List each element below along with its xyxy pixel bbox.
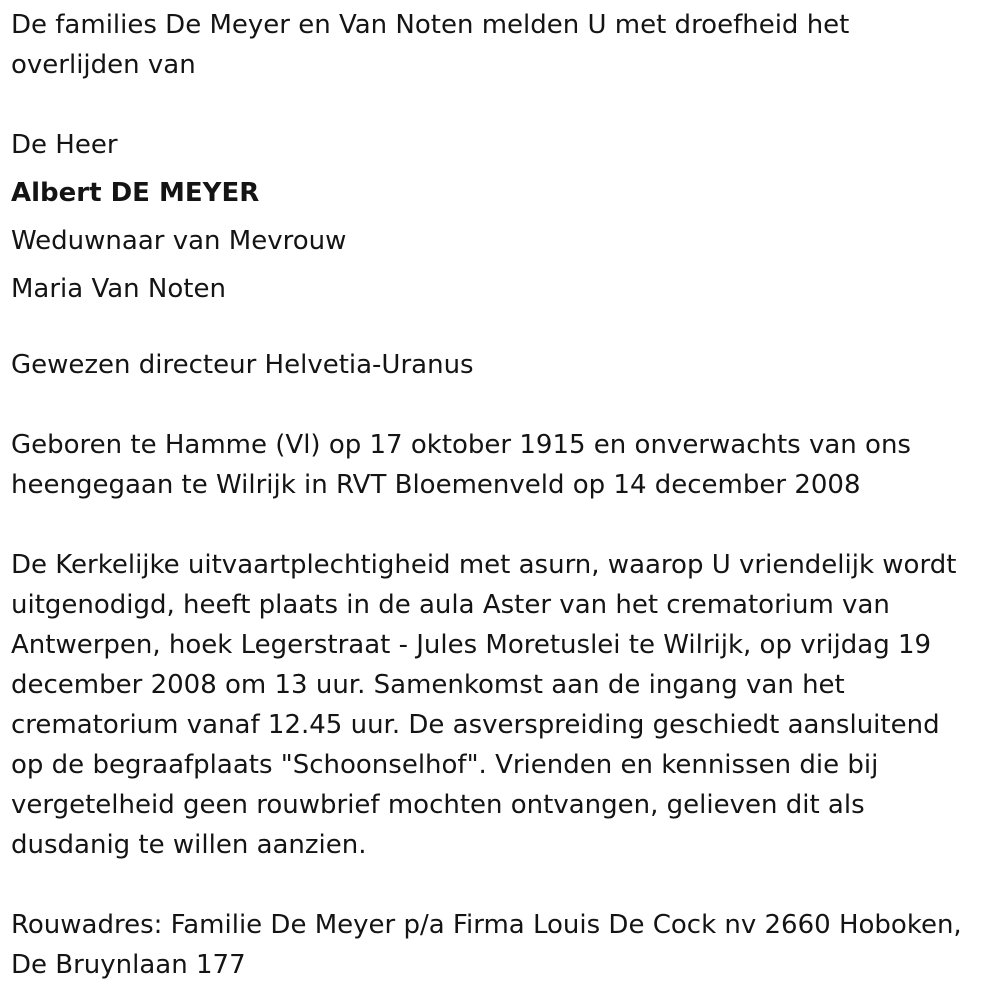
address-line-2: De Bruynlaan 177 bbox=[11, 950, 246, 980]
ceremony-line: Antwerpen, hoek Legerstraat - Jules Moretuslei te Wilrijk, op vrijdag 19 bbox=[11, 630, 932, 660]
ceremony-line: crematorium vanaf 12.45 uur. De asverspreiding geschiedt aansluitend bbox=[11, 710, 940, 740]
dates-paragraph bbox=[11, 425, 991, 505]
deceased-name: Albert DE MEYER bbox=[11, 178, 260, 208]
intro-line-1: De families De Meyer en Van Noten melden U met droefheid het bbox=[11, 10, 850, 40]
ceremony-line: De Kerkelijke uitvaartplechtigheid met asurn, waarop U vriendelijk wordt bbox=[11, 550, 957, 580]
ceremony-line: op de begraafplaats "Schoonselhof". Vrienden en kennissen die bij bbox=[11, 750, 879, 780]
intro-paragraph bbox=[11, 5, 991, 85]
dates-line-1: Geboren te Hamme (Vl) op 17 oktober 1915 en onverwachts van ons bbox=[11, 430, 911, 460]
profession-line: Gewezen directeur Helvetia-Uranus bbox=[11, 350, 474, 380]
ceremony-line: december 2008 om 13 uur. Samenkomst aan de ingang van het bbox=[11, 670, 845, 700]
dates-line-2: heengegaan te Wilrijk in RVT Bloemenveld op 14 december 2008 bbox=[11, 470, 861, 500]
profession-paragraph bbox=[11, 345, 991, 385]
address-paragraph bbox=[11, 905, 991, 985]
address-line-1: Rouwadres: Familie De Meyer p/a Firma Louis De Cock nv 2660 Hoboken, bbox=[11, 910, 962, 940]
intro-line-2: overlijden van bbox=[11, 50, 196, 80]
ceremony-line: vergetelheid geen rouwbrief mochten ontvangen, gelieven dit als bbox=[11, 790, 865, 820]
deceased-block bbox=[11, 121, 991, 313]
deceased-relation: Weduwnaar van Mevrouw bbox=[11, 226, 347, 256]
deceased-spouse: Maria Van Noten bbox=[11, 274, 226, 304]
ceremony-paragraph bbox=[11, 545, 991, 865]
ceremony-line: dusdanig te willen aanzien. bbox=[11, 830, 367, 860]
deceased-title: De Heer bbox=[11, 130, 118, 160]
ceremony-line: uitgenodigd, heeft plaats in de aula Aster van het crematorium van bbox=[11, 590, 890, 620]
